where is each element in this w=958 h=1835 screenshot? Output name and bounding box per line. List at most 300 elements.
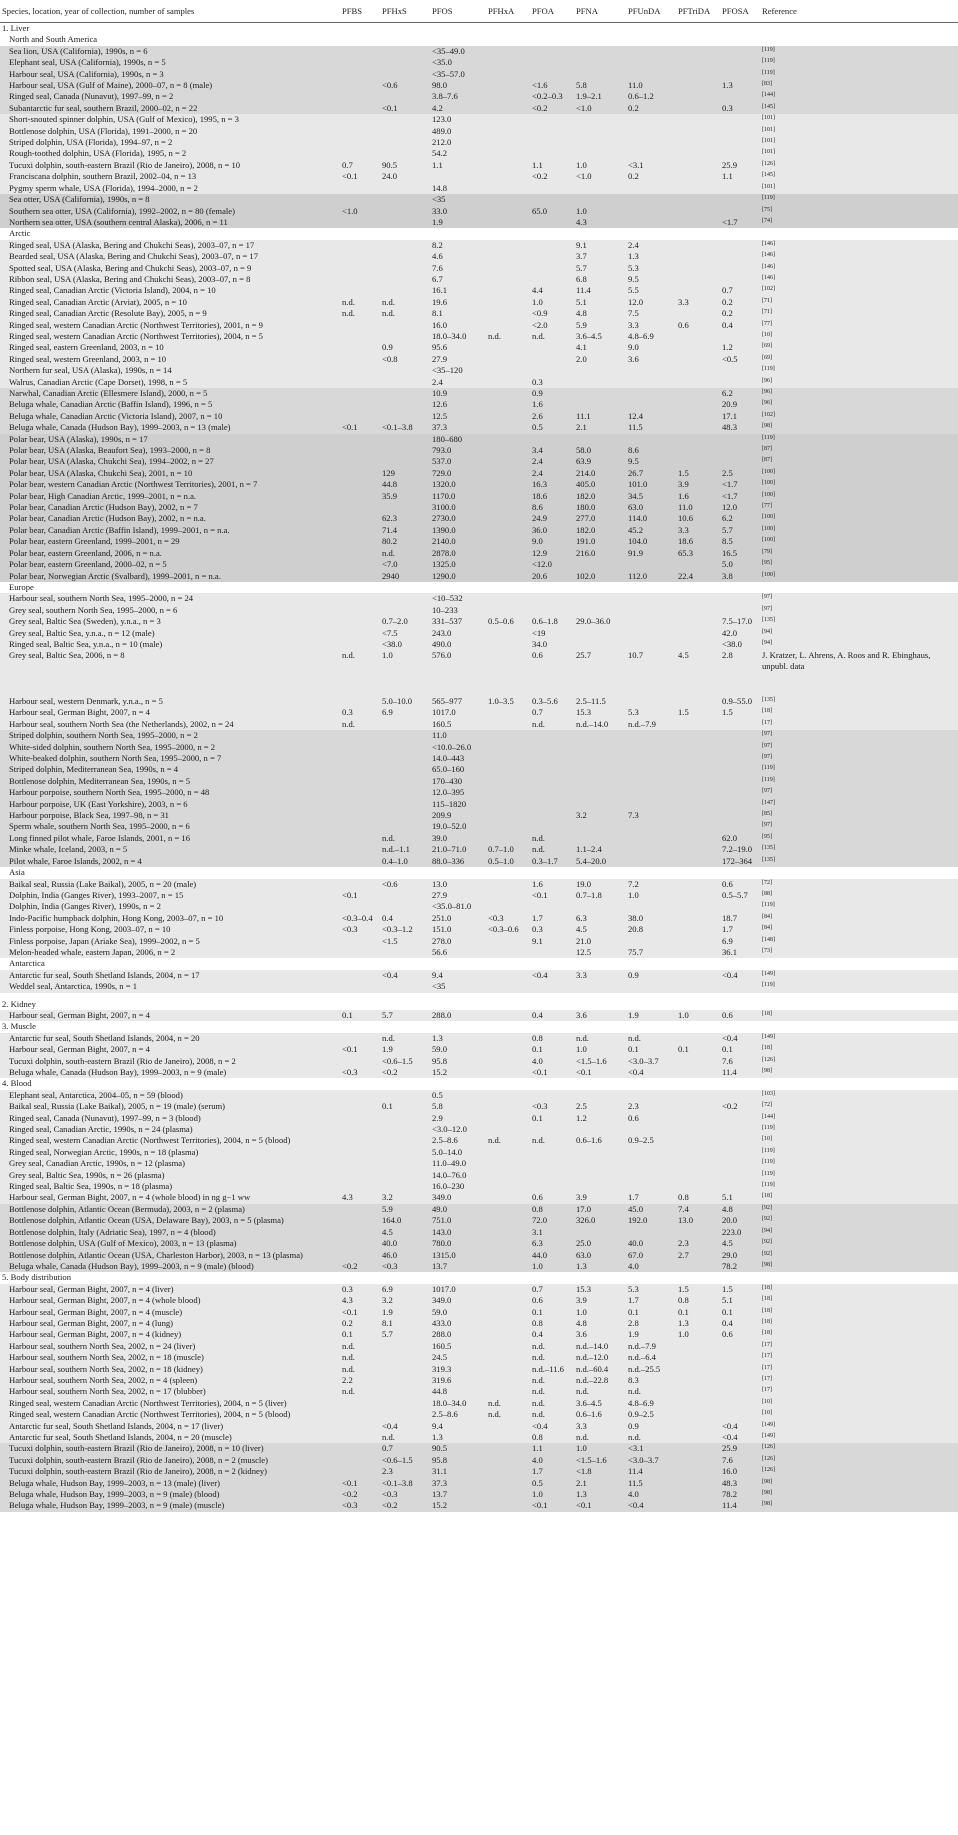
pfbs-cell xyxy=(340,399,380,410)
pftrida-cell xyxy=(676,1056,720,1067)
pfos-cell: <35.0–81.0 xyxy=(430,901,486,912)
species-cell: Ringed seal, Canadian Arctic (Arviat), 2005, n = 10 xyxy=(0,297,340,308)
pfosa-cell xyxy=(720,1352,760,1363)
species-cell: Harbour seal, German Bight, 2007, n = 4 (muscle) xyxy=(0,1307,340,1318)
pftrida-cell xyxy=(676,434,720,445)
table-row xyxy=(0,46,958,57)
table-row xyxy=(0,1170,958,1181)
pfunda-cell: 3.3 xyxy=(626,320,676,331)
pfhxs-cell: n.d. xyxy=(380,297,430,308)
reference-cell: [146] xyxy=(760,274,958,285)
pftrida-cell xyxy=(676,411,720,422)
pfos-cell: 12.6 xyxy=(430,399,486,410)
pfunda-cell xyxy=(626,46,676,57)
pfhxa-cell xyxy=(486,491,530,502)
pfna-cell xyxy=(574,776,626,787)
pfosa-cell: 1.7 xyxy=(720,924,760,935)
pfos-cell: 4.6 xyxy=(430,251,486,262)
pfhxa-cell xyxy=(486,833,530,844)
pfunda-cell: 11.5 xyxy=(626,1478,676,1489)
table-body xyxy=(0,23,958,1512)
pfbs-cell: 0.1 xyxy=(340,1010,380,1021)
reference-cell: [97] xyxy=(760,605,958,616)
pfhxa-cell xyxy=(486,1044,530,1055)
pfos-cell: 751.0 xyxy=(430,1215,486,1226)
pfos-cell: 1170.0 xyxy=(430,491,486,502)
pfosa-cell: 2.5 xyxy=(720,468,760,479)
species-cell: Grey seal, southern North Sea, 1995–2000, n = 6 xyxy=(0,605,340,616)
pfosa-cell: 29.0 xyxy=(720,1250,760,1261)
pfosa-cell: 7.5–17.0 xyxy=(720,616,760,627)
pfos-cell: <10.0–26.0 xyxy=(430,742,486,753)
reference-cell: [146] xyxy=(760,251,958,262)
reference-cell: [18] xyxy=(760,1192,958,1203)
table-row xyxy=(0,1432,958,1443)
pftrida-cell xyxy=(676,251,720,262)
pfoa-cell xyxy=(530,434,574,445)
pfosa-cell xyxy=(720,46,760,57)
pfosa-cell: 0.6 xyxy=(720,1329,760,1340)
pftrida-cell xyxy=(676,776,720,787)
pfna-cell xyxy=(574,46,626,57)
pfoa-cell xyxy=(530,947,574,958)
pfos-cell: 160.5 xyxy=(430,719,486,730)
pfos-cell: 2.9 xyxy=(430,1113,486,1124)
pfhxs-cell xyxy=(380,1409,430,1420)
pfna-cell xyxy=(574,753,626,764)
pfosa-cell: 25.9 xyxy=(720,1443,760,1454)
pfosa-cell xyxy=(720,764,760,775)
pftrida-cell xyxy=(676,913,720,924)
pfhxs-cell xyxy=(380,46,430,57)
pfos-cell: 6.7 xyxy=(430,274,486,285)
pfbs-cell: 4.3 xyxy=(340,1295,380,1306)
pfos-cell: 729.0 xyxy=(430,468,486,479)
species-cell: Ringed seal, Canada (Nunavut), 1997–99, n = 2 xyxy=(0,91,340,102)
pfos-cell: 793.0 xyxy=(430,445,486,456)
species-cell: Polar bear, western Canadian Arctic (Northwest Territories), 2001, n = 7 xyxy=(0,479,340,490)
pfos-cell: 59.0 xyxy=(430,1307,486,1318)
pfosa-cell: 16.5 xyxy=(720,548,760,559)
pfhxa-cell xyxy=(486,1113,530,1124)
pfhxa-cell xyxy=(486,320,530,331)
table-row xyxy=(0,1443,958,1454)
table-row xyxy=(0,639,958,650)
pfoa-cell xyxy=(530,148,574,159)
pfunda-cell xyxy=(626,1227,676,1238)
reference-cell: [119] xyxy=(760,1124,958,1135)
pfos-cell: 490.0 xyxy=(430,639,486,650)
pfoa-cell: 24.9 xyxy=(530,513,574,524)
species-cell: Ringed seal, Canadian Arctic (Resolute Bay), 2005, n = 9 xyxy=(0,308,340,319)
pftrida-cell xyxy=(676,160,720,171)
pfhxs-cell: 46.0 xyxy=(380,1250,430,1261)
pfna-cell: 25.0 xyxy=(574,1238,626,1249)
species-cell: Ringed seal, Canada (Nunavut), 1997–99, n = 3 (blood) xyxy=(0,1113,340,1124)
pfbs-cell xyxy=(340,571,380,582)
species-cell: Harbour seal, southern North Sea, 2002, n = 18 (muscle) xyxy=(0,1352,340,1363)
pftrida-cell xyxy=(676,365,720,376)
pfosa-cell xyxy=(720,1158,760,1169)
pfunda-cell: 7.3 xyxy=(626,810,676,821)
reference-cell: [74] xyxy=(760,217,958,228)
pftrida-cell xyxy=(676,183,720,194)
pfos-cell: <35–57.0 xyxy=(430,69,486,80)
species-cell: Dolphin, India (Ganges River), 1993–2007, n = 15 xyxy=(0,890,340,901)
pfna-cell xyxy=(574,559,626,570)
pfos-cell: 1017.0 xyxy=(430,1284,486,1295)
pfosa-cell: 48.3 xyxy=(720,422,760,433)
pfhxa-cell xyxy=(486,947,530,958)
pfos-cell: 1290.0 xyxy=(430,571,486,582)
species-cell: Harbour seal, German Bight, 2007, n = 4 (whole blood) xyxy=(0,1295,340,1306)
species-cell: Ringed seal, western Canadian Arctic (Northwest Territories), 2004, n = 5 (liver) xyxy=(0,1398,340,1409)
species-cell: Elephant seal, USA (California), 1990s, n = 5 xyxy=(0,57,340,68)
reference-cell: [77] xyxy=(760,320,958,331)
pfhxs-cell: 62.3 xyxy=(380,513,430,524)
pfosa-cell: 0.3 xyxy=(720,103,760,114)
pfosa-cell xyxy=(720,137,760,148)
table-row xyxy=(0,1478,958,1489)
table-row xyxy=(0,91,958,102)
pfna-cell: 1.0 xyxy=(574,1044,626,1055)
pftrida-cell: 1.0 xyxy=(676,1329,720,1340)
pfos-cell: <35–120 xyxy=(430,365,486,376)
pfos-cell: 1.3 xyxy=(430,1033,486,1044)
pfna-cell: 2.1 xyxy=(574,1478,626,1489)
species-cell: Ringed seal, USA (Alaska, Bering and Chukchi Seas), 2003–07, n = 17 xyxy=(0,240,340,251)
pfos-cell: 8.1 xyxy=(430,308,486,319)
region-heading: Asia xyxy=(0,867,958,878)
pfna-cell: n.d. xyxy=(574,1432,626,1443)
pfhxs-cell: <0.4 xyxy=(380,1421,430,1432)
pfosa-cell xyxy=(720,365,760,376)
col-pfbs: PFBS xyxy=(340,0,380,23)
pfos-cell: 780.0 xyxy=(430,1238,486,1249)
species-cell: Striped dolphin, southern North Sea, 1995–2000, n = 2 xyxy=(0,730,340,741)
pfna-cell: 2.5 xyxy=(574,1101,626,1112)
table-row xyxy=(0,1101,958,1112)
pfbs-cell xyxy=(340,856,380,867)
pftrida-cell xyxy=(676,171,720,182)
reference-cell: [75] xyxy=(760,206,958,217)
pftrida-cell xyxy=(676,1364,720,1375)
pfhxs-cell: 129 xyxy=(380,468,430,479)
pfhxa-cell xyxy=(486,137,530,148)
pfunda-cell: 0.6–1.2 xyxy=(626,91,676,102)
pfna-cell: 29.0–36.0 xyxy=(574,616,626,627)
reference-cell: [18] xyxy=(760,1284,958,1295)
pfunda-cell: 0.1 xyxy=(626,1307,676,1318)
reference-cell: [100] xyxy=(760,536,958,547)
pfhxs-cell xyxy=(380,331,430,342)
table-row xyxy=(0,399,958,410)
pfosa-cell: <38.0 xyxy=(720,639,760,650)
pfna-cell xyxy=(574,981,626,992)
table-row xyxy=(0,936,958,947)
pfhxs-cell xyxy=(380,411,430,422)
pfos-cell: 15.2 xyxy=(430,1500,486,1511)
pfhxs-cell: 0.4 xyxy=(380,913,430,924)
pfoa-cell: <0.2 xyxy=(530,103,574,114)
pfunda-cell xyxy=(626,137,676,148)
reference-cell: [87] xyxy=(760,445,958,456)
pfbs-cell xyxy=(340,114,380,125)
pftrida-cell xyxy=(676,388,720,399)
species-cell: Harbour seal, southern North Sea, 1995–2000, n = 24 xyxy=(0,593,340,604)
pfoa-cell: <0.4 xyxy=(530,1421,574,1432)
pfunda-cell xyxy=(626,730,676,741)
pfna-cell: 25.7 xyxy=(574,650,626,696)
pfhxa-cell xyxy=(486,719,530,730)
pfna-cell: 21.0 xyxy=(574,936,626,947)
pfoa-cell: 0.3–5.6 xyxy=(530,696,574,707)
table-row xyxy=(0,821,958,832)
table-row xyxy=(0,879,958,890)
pftrida-cell xyxy=(676,890,720,901)
pfhxa-cell xyxy=(486,1307,530,1318)
table-row xyxy=(0,799,958,810)
col-species: Species, location, year of collection, number of samples xyxy=(0,0,340,23)
pfhxa-cell xyxy=(486,148,530,159)
reference-cell: [101] xyxy=(760,137,958,148)
pfosa-cell xyxy=(720,251,760,262)
pfos-cell: 12.5 xyxy=(430,411,486,422)
pfos-cell: 288.0 xyxy=(430,1010,486,1021)
pfhxa-cell xyxy=(486,1056,530,1067)
reference-cell: [145] xyxy=(760,103,958,114)
pfbs-cell xyxy=(340,1227,380,1238)
pfhxa-cell xyxy=(486,1250,530,1261)
pfbs-cell xyxy=(340,628,380,639)
table-row xyxy=(0,1284,958,1295)
reference-cell: [98] xyxy=(760,1067,958,1078)
pfhxa-cell xyxy=(486,217,530,228)
pfhxa-cell xyxy=(486,879,530,890)
pfoa-cell: <2.0 xyxy=(530,320,574,331)
pfunda-cell: n.d. xyxy=(626,1386,676,1397)
reference-cell: [101] xyxy=(760,183,958,194)
pfunda-cell: 11.4 xyxy=(626,1466,676,1477)
pfhxa-cell xyxy=(486,1158,530,1169)
pfbs-cell xyxy=(340,91,380,102)
pfos-cell: 90.5 xyxy=(430,1443,486,1454)
region-heading: Arctic xyxy=(0,228,958,239)
pftrida-cell xyxy=(676,240,720,251)
species-cell: Beluga whale, Hudson Bay, 1999–2003, n = 9 (male) (blood) xyxy=(0,1489,340,1500)
pfosa-cell: <0.4 xyxy=(720,1432,760,1443)
pfhxa-cell: n.d. xyxy=(486,1135,530,1146)
pfoa-cell: n.d. xyxy=(530,1135,574,1146)
reference-cell: [95] xyxy=(760,833,958,844)
table-row xyxy=(0,126,958,137)
species-cell: Bottlenose dolphin, USA (Gulf of Mexico), 2003, n = 13 (plasma) xyxy=(0,1238,340,1249)
pfos-cell: 13.0 xyxy=(430,879,486,890)
pfunda-cell xyxy=(626,1170,676,1181)
species-cell: Short-snouted spinner dolphin, USA (Gulf of Mexico), 1995, n = 3 xyxy=(0,114,340,125)
pfbs-cell xyxy=(340,479,380,490)
reference-cell: [119] xyxy=(760,69,958,80)
pfbs-cell: <0.1 xyxy=(340,1478,380,1489)
table-row xyxy=(0,924,958,935)
pfhxs-cell: 0.9 xyxy=(380,342,430,353)
pfos-cell: 1315.0 xyxy=(430,1250,486,1261)
pfbs-cell xyxy=(340,388,380,399)
table-row xyxy=(0,468,958,479)
pfos-cell: <35–49.0 xyxy=(430,46,486,57)
pfhxa-cell xyxy=(486,1010,530,1021)
pfbs-cell: <0.3 xyxy=(340,924,380,935)
table-row xyxy=(0,194,958,205)
table-row xyxy=(0,764,958,775)
pfosa-cell xyxy=(720,1124,760,1135)
pfna-cell: 3.7 xyxy=(574,251,626,262)
reference-cell: [100] xyxy=(760,491,958,502)
pfna-cell xyxy=(574,833,626,844)
pfbs-cell xyxy=(340,730,380,741)
pfunda-cell xyxy=(626,1147,676,1158)
pfhxa-cell xyxy=(486,605,530,616)
pftrida-cell xyxy=(676,1113,720,1124)
pfoa-cell: 44.0 xyxy=(530,1250,574,1261)
pfoa-cell: 3.4 xyxy=(530,445,574,456)
species-cell: Ringed seal, Canadian Arctic (Victoria Island), 2004, n = 10 xyxy=(0,285,340,296)
pfhxs-cell xyxy=(380,91,430,102)
reference-cell: [94] xyxy=(760,628,958,639)
species-cell: Grey seal, Baltic Sea (Sweden), y.n.a., n = 3 xyxy=(0,616,340,627)
reference-cell: [96] xyxy=(760,377,958,388)
table-row xyxy=(0,57,958,68)
pfosa-cell xyxy=(720,1386,760,1397)
pfosa-cell xyxy=(720,821,760,832)
pfosa-cell: 12.0 xyxy=(720,502,760,513)
pfhxa-cell xyxy=(486,970,530,981)
pfna-cell: <1.0 xyxy=(574,103,626,114)
pfos-cell: 7.6 xyxy=(430,263,486,274)
species-cell: Baikal seal, Russia (Lake Baikal), 2005, n = 20 (male) xyxy=(0,879,340,890)
pfhxa-cell xyxy=(486,1101,530,1112)
pfunda-cell: n.d. xyxy=(626,1432,676,1443)
pfhxa-cell xyxy=(486,69,530,80)
pftrida-cell xyxy=(676,1147,720,1158)
pfbs-cell xyxy=(340,251,380,262)
pftrida-cell xyxy=(676,628,720,639)
pfoa-cell xyxy=(530,354,574,365)
pfos-cell: 13.7 xyxy=(430,1261,486,1272)
pfbs-cell xyxy=(340,1147,380,1158)
pfosa-cell: 0.9–55.0 xyxy=(720,696,760,707)
pfunda-cell xyxy=(626,194,676,205)
reference-cell: [92] xyxy=(760,1250,958,1261)
pfhxs-cell: <0.6 xyxy=(380,879,430,890)
species-cell: Striped dolphin, Mediterranean Sea, 1990s, n = 4 xyxy=(0,764,340,775)
pfna-cell xyxy=(574,365,626,376)
pftrida-cell xyxy=(676,206,720,217)
pfbs-cell xyxy=(340,810,380,821)
pfna-cell: 6.8 xyxy=(574,274,626,285)
pfbs-cell: <0.1 xyxy=(340,422,380,433)
pftrida-cell xyxy=(676,422,720,433)
pfoa-cell: 0.6 xyxy=(530,650,574,696)
pfhxa-cell: n.d. xyxy=(486,331,530,342)
pfna-cell: 12.5 xyxy=(574,947,626,958)
pftrida-cell xyxy=(676,696,720,707)
pfoa-cell: n.d. xyxy=(530,1375,574,1386)
table-row xyxy=(0,217,958,228)
pfoa-cell: 1.7 xyxy=(530,1466,574,1477)
pfbs-cell: n.d. xyxy=(340,1352,380,1363)
pfunda-cell: 5.3 xyxy=(626,707,676,718)
pfbs-cell xyxy=(340,69,380,80)
pfhxa-cell xyxy=(486,1227,530,1238)
pfhxa-cell xyxy=(486,308,530,319)
pfhxa-cell xyxy=(486,742,530,753)
pfos-cell: 2.4 xyxy=(430,377,486,388)
pfosa-cell: 3.8 xyxy=(720,571,760,582)
pfbs-cell xyxy=(340,970,380,981)
reference-cell: [101] xyxy=(760,148,958,159)
pftrida-cell xyxy=(676,331,720,342)
pfna-cell: 11.4 xyxy=(574,285,626,296)
reference-cell: [98] xyxy=(760,1489,958,1500)
pfhxs-cell xyxy=(380,1341,430,1352)
pftrida-cell: 2.3 xyxy=(676,1238,720,1249)
pfna-cell: n.d. xyxy=(574,1033,626,1044)
table-row xyxy=(0,1192,958,1203)
pfbs-cell xyxy=(340,1455,380,1466)
pfunda-cell xyxy=(626,399,676,410)
pfosa-cell xyxy=(720,593,760,604)
pfunda-cell: 1.7 xyxy=(626,1295,676,1306)
pfosa-cell: 7.6 xyxy=(720,1056,760,1067)
pftrida-cell xyxy=(676,1170,720,1181)
pfosa-cell: 20.9 xyxy=(720,399,760,410)
table-row xyxy=(0,377,958,388)
pfos-cell: 33.0 xyxy=(430,206,486,217)
pfna-cell xyxy=(574,126,626,137)
pfhxa-cell xyxy=(486,399,530,410)
pfunda-cell xyxy=(626,217,676,228)
pfhxa-cell xyxy=(486,1067,530,1078)
species-cell: Tucuxi dolphin, south-eastern Brazil (Rio de Janeiro), 2008, n = 10 xyxy=(0,160,340,171)
table-row xyxy=(0,707,958,718)
reference-cell: [100] xyxy=(760,513,958,524)
pftrida-cell xyxy=(676,1466,720,1477)
pfbs-cell xyxy=(340,833,380,844)
species-cell: Walrus, Canadian Arctic (Cape Dorset), 1998, n = 5 xyxy=(0,377,340,388)
pfna-cell: <0.1 xyxy=(574,1067,626,1078)
pfna-cell: 182.0 xyxy=(574,525,626,536)
pfoa-cell: 65.0 xyxy=(530,206,574,217)
pfos-cell: 489.0 xyxy=(430,126,486,137)
pfhxa-cell xyxy=(486,1489,530,1500)
pfbs-cell xyxy=(340,936,380,947)
reference-cell: [119] xyxy=(760,764,958,775)
pfosa-cell: 0.6 xyxy=(720,1010,760,1021)
reference-cell: [146] xyxy=(760,240,958,251)
table-row xyxy=(0,947,958,958)
reference-cell: [119] xyxy=(760,434,958,445)
pfos-cell: 433.0 xyxy=(430,1318,486,1329)
pfna-cell: 3.9 xyxy=(574,1192,626,1203)
species-cell: Harbour porpoise, UK (East Yorkshire), 2003, n = 6 xyxy=(0,799,340,810)
pfna-cell xyxy=(574,114,626,125)
reference-cell: [149] xyxy=(760,1421,958,1432)
pfna-cell xyxy=(574,69,626,80)
table-row xyxy=(0,719,958,730)
pfosa-cell: 0.5–5.7 xyxy=(720,890,760,901)
pfosa-cell xyxy=(720,1364,760,1375)
